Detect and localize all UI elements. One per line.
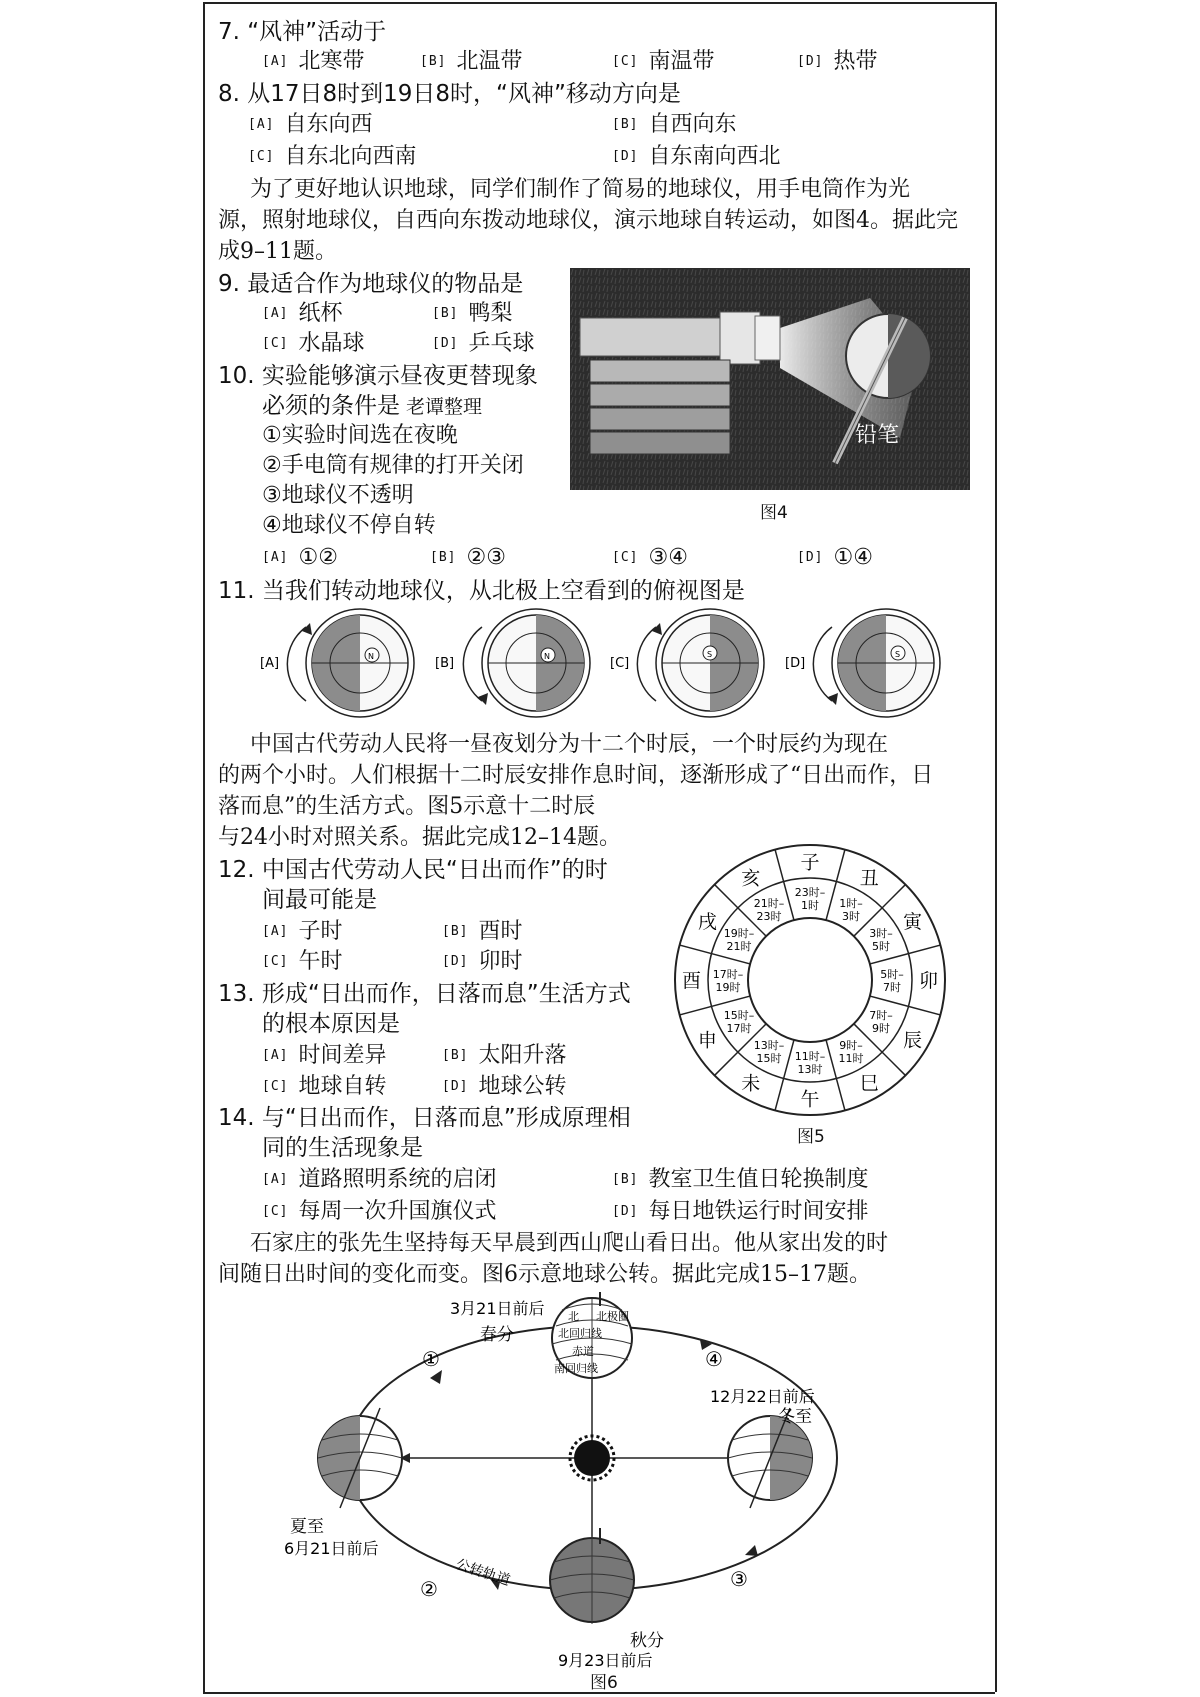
q11-option-d[interactable] — [785, 609, 940, 717]
passage2-line2: 的两个小时。人们根据十二时辰安排作息时间，逐渐形成了“日出而作，日 — [218, 763, 934, 788]
q7-option-b[interactable]: [B] 北温带 — [420, 49, 523, 74]
figure4-photo — [570, 268, 970, 490]
branch-label: 巳 — [859, 1072, 879, 1095]
q7-option-c[interactable]: [C] 南温带 — [612, 49, 715, 74]
wheel-inner-ring — [748, 918, 872, 1042]
q11-option-b[interactable] — [435, 609, 590, 717]
segment-2: ② — [420, 1577, 438, 1601]
figure5-caption: 图5 — [797, 1127, 825, 1147]
q7-option-a[interactable]: [A] 北寒带 — [262, 49, 365, 74]
q10-stem-line1: 10. 实验能够演示昼夜更替现象 — [218, 363, 538, 389]
passage1-line3: 成9–11题。 — [218, 239, 337, 264]
figure6-caption: 图6 — [590, 1673, 618, 1693]
orbit-label: 公转轨道 — [453, 1556, 512, 1590]
passage1-line1: 为了更好地认识地球，同学们制作了简易的地球仪，用手电筒作为光 — [250, 177, 911, 202]
segment-4: ④ — [705, 1347, 723, 1371]
q13-option-c[interactable]: [C] 地球自转 — [262, 1074, 387, 1099]
hour-range-start: 9时– — [839, 1039, 863, 1053]
branch-label: 丑 — [859, 867, 879, 890]
summer-label: 夏至 — [290, 1517, 324, 1537]
flashlight-body — [580, 318, 730, 356]
q9-option-a[interactable]: [A] 纸杯 — [262, 301, 343, 326]
branch-label: 未 — [741, 1072, 761, 1095]
q8-option-c[interactable]: [C] 自东北向西南 — [248, 144, 417, 169]
passage1-line2: 源，照射地球仪，自西向东拨动地球仪，演示地球自转运动，如图4。据此完 — [218, 208, 958, 233]
globe-label-arctic: 北极圈 — [596, 1310, 629, 1323]
q11-stem: 11. 当我们转动地球仪，从北极上空看到的俯视图是 — [218, 578, 745, 604]
hour-range-start: 7时– — [869, 1009, 893, 1022]
q12-stem-line1: 12. 中国古代劳动人民“日出而作”的时 — [218, 857, 608, 883]
hour-range-start: 13时– — [753, 1039, 785, 1053]
figure6-orbit — [284, 1299, 900, 1670]
summer-globe — [318, 1408, 402, 1508]
q8-option-b[interactable]: [B] 自西向东 — [612, 112, 737, 137]
q12-option-d[interactable]: [D] 卯时 — [442, 949, 523, 974]
figure5-wheel — [660, 840, 960, 1120]
hour-range-end: 5时 — [872, 940, 891, 953]
hour-range-start: 19时– — [723, 927, 755, 940]
hour-range-end: 9时 — [872, 1022, 891, 1035]
summer-date-label: 6月21日前后 — [284, 1539, 379, 1558]
pencil-label: 铅笔 — [855, 423, 900, 448]
autumn-globe — [550, 1528, 634, 1624]
globe-label-north: 北 — [568, 1310, 579, 1323]
branch-label: 午 — [800, 1088, 820, 1111]
q10-stem-line2: 必须的条件是 老谭整理 — [262, 393, 483, 419]
hour-range-end: 17时 — [726, 1022, 752, 1035]
passage2-line1: 中国古代劳动人民将一昼夜划分为十二个时辰，一个时辰约为现在 — [250, 732, 889, 757]
globe-label-equator: 赤道 — [572, 1345, 594, 1358]
segment-1: ① — [422, 1347, 440, 1371]
q8-option-d[interactable]: [D] 自东南向西北 — [612, 144, 781, 169]
passage3-line2: 间随日出时间的变化而变。图6示意地球公转。据此完成15–17题。 — [218, 1262, 871, 1287]
q10-option-b[interactable]: [B] ②③ — [430, 545, 506, 570]
book-stack-1 — [590, 360, 730, 382]
hour-range-end: 19时 — [715, 981, 741, 994]
q11-options-figure — [250, 605, 950, 715]
passage2-line4: 与24小时对照关系。据此完成12–14题。 — [218, 825, 621, 850]
hour-range-end: 23时 — [756, 909, 782, 923]
q7-stem: 7. “风神”活动于 — [218, 19, 387, 45]
branch-label: 亥 — [741, 867, 761, 890]
q12-option-a[interactable]: [A] 子时 — [262, 919, 343, 944]
hour-range-end: 1时 — [801, 899, 819, 912]
svg-text:S: S — [707, 650, 713, 659]
sun-icon — [570, 1436, 614, 1480]
hour-range-end: 21时 — [726, 940, 752, 953]
q14-option-a[interactable]: [A] 道路照明系统的启闭 — [262, 1167, 497, 1192]
winter-label: 冬至 — [778, 1407, 812, 1427]
branch-label: 申 — [697, 1029, 717, 1052]
q10-item-3: ③地球仪不透明 — [262, 483, 414, 508]
q11-option-a[interactable] — [260, 609, 414, 717]
svg-text:S: S — [895, 650, 901, 659]
hour-range-start: 23时– — [794, 886, 826, 899]
q14-option-c[interactable]: [C] 每周一次升国旗仪式 — [262, 1199, 497, 1224]
q13-option-b[interactable]: [B] 太阳升落 — [442, 1043, 567, 1068]
passage3-line1: 石家庄的张先生坚持每天早晨到西山爬山看日出。他从家出发的时 — [250, 1231, 889, 1256]
q10-item-4: ④地球仪不停自转 — [262, 513, 436, 538]
hour-range-start: 21时– — [753, 896, 785, 910]
svg-text:N: N — [544, 652, 550, 661]
q14-stem-line1: 14. 与“日出而作，日落而息”形成原理相 — [218, 1105, 631, 1131]
hour-range-end: 7时 — [883, 981, 901, 994]
hour-range-start: 15时– — [723, 1009, 755, 1022]
q9-stem: 9. 最适合作为地球仪的物品是 — [218, 271, 524, 297]
branch-label: 戌 — [697, 910, 717, 933]
branch-label: 酉 — [681, 970, 702, 992]
globe-label-tropic-n: 北回归线 — [558, 1327, 602, 1340]
segment-3: ③ — [730, 1567, 748, 1591]
hour-range-start: 17时– — [712, 968, 744, 981]
passage2-line3: 落而息”的生活方式。图5示意十二时辰 — [218, 794, 596, 819]
spring-label: 春分 — [480, 1325, 514, 1345]
svg-text:[D]: [D] — [785, 656, 806, 671]
q10-option-d[interactable]: [D] ①④ — [797, 545, 873, 570]
hour-range-start: 11时– — [794, 1050, 826, 1063]
hour-range-end: 13时 — [797, 1063, 823, 1076]
hour-range-start: 1时– — [839, 896, 863, 910]
spring-date-label: 3月21日前后 — [450, 1299, 545, 1318]
q9-option-b[interactable]: [B] 鸭梨 — [432, 301, 513, 326]
autumn-label: 秋分 — [630, 1631, 664, 1651]
svg-text:[B]: [B] — [435, 656, 455, 671]
q8-stem: 8. 从17日8时到19日8时，“风神”移动方向是 — [218, 81, 681, 107]
q7-option-d[interactable]: [D] 热带 — [797, 49, 878, 74]
globe-label-tropic-s: 南回归线 — [554, 1362, 598, 1375]
hour-range-end: 3时 — [842, 909, 860, 923]
q14-stem-line2: 同的生活现象是 — [262, 1135, 423, 1161]
q14-option-d[interactable]: [D] 每日地铁运行时间安排 — [612, 1199, 869, 1224]
q10-option-a[interactable]: [A] ①② — [262, 545, 338, 570]
watermark-text: 老谭整理 — [406, 396, 483, 418]
q10-item-2: ②手电筒有规律的打开关闭 — [262, 453, 524, 478]
branch-label: 卯 — [918, 970, 939, 992]
hour-range-start: 5时– — [880, 968, 904, 981]
svg-text:[A]: [A] — [260, 656, 280, 671]
winter-date-label: 12月22日前后 — [710, 1387, 815, 1406]
q12-stem-line2: 间最可能是 — [262, 887, 377, 913]
q12-option-c[interactable]: [C] 午时 — [262, 949, 343, 974]
q13-option-d[interactable]: [D] 地球公转 — [442, 1074, 567, 1099]
q13-stem-line1: 13. 形成“日出而作，日落而息”生活方式 — [218, 981, 631, 1007]
q12-option-b[interactable]: [B] 酉时 — [442, 919, 523, 944]
branch-label: 子 — [800, 851, 820, 874]
q9-option-c[interactable]: [C] 水晶球 — [262, 331, 365, 356]
hour-range-end: 11时 — [838, 1052, 864, 1066]
q11-option-c[interactable] — [610, 609, 764, 717]
svg-text:[C]: [C] — [610, 656, 630, 671]
hour-range-start: 3时– — [869, 927, 893, 940]
svg-text:N: N — [368, 652, 374, 661]
autumn-date-label: 9月23日前后 — [558, 1651, 653, 1670]
q10-option-c[interactable]: [C] ③④ — [612, 545, 688, 570]
hour-range-end: 15时 — [756, 1052, 782, 1066]
q13-stem-line2: 的根本原因是 — [262, 1011, 400, 1037]
figure4-caption: 图4 — [760, 503, 788, 523]
q13-option-a[interactable]: [A] 时间差异 — [262, 1043, 387, 1068]
q8-option-a[interactable]: [A] 自东向西 — [248, 112, 373, 137]
q10-item-1: ①实验时间选在夜晚 — [262, 423, 458, 448]
branch-label: 寅 — [903, 910, 923, 933]
q14-option-b[interactable]: [B] 教室卫生值日轮换制度 — [612, 1167, 869, 1192]
q9-option-d[interactable]: [D] 乒乓球 — [432, 331, 535, 356]
branch-label: 辰 — [903, 1029, 923, 1052]
